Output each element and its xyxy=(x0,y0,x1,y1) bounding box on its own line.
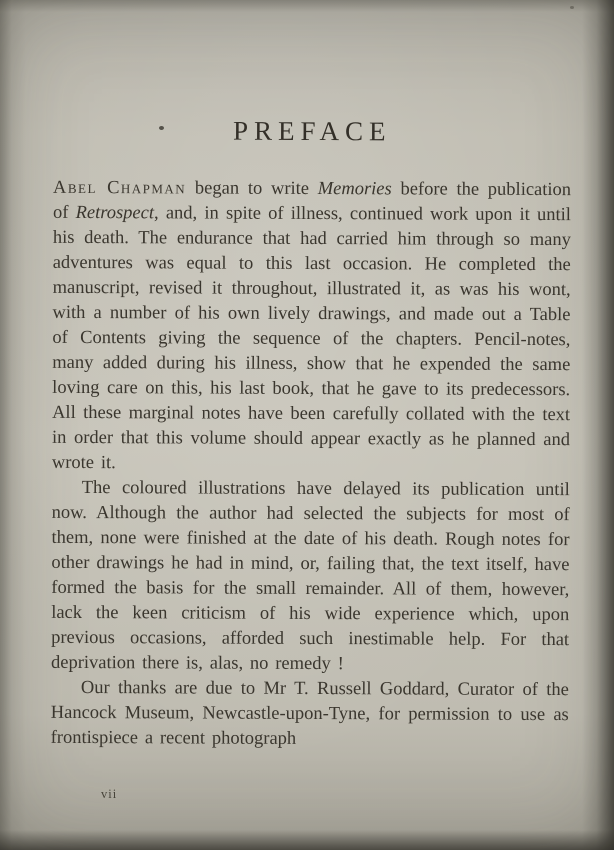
paragraph xyxy=(52,176,571,478)
page-text-block xyxy=(51,115,572,753)
text-run-italic: Retrospect xyxy=(75,202,155,224)
text-run: The coloured illustrations have delayed its publication until now. Although the author had selected the subjects for most of them, none were finished at the date of his death. Rough notes for other drawings he had in mind, or, failing that, the text itself, have formed the basis for the small remainder. All of them, however, lack the keen criticism of his wide experience which, upon previous occasions, afforded such inestimable help. For that deprivation there is, alas, no remedy ! xyxy=(50,478,570,675)
page-edge-right xyxy=(582,0,614,850)
text-run: , and, in spite of illness, continued work upon it until his death. The endurance that had carried him through so many adventures was equal to this last occasion. He completed the manuscript, revised it throughout, illustrated it, as was his wont, with a number of his own lively drawings, and made out a Table of Contents giving the sequence of the chapters. Pencil-notes, many added during his illness, show that he expended the same loving care on this, his last book, that he gave to its predecessors. All these marginal notes have been carefully collated with the text in order that this volume should appear exactly as he planned and wrote it. xyxy=(51,203,572,474)
text-run: began to write xyxy=(186,178,318,200)
page-edge-bottom xyxy=(0,830,614,850)
page-edge-top xyxy=(0,0,614,12)
page-number: vii xyxy=(101,787,118,801)
text-run-italic: Memories xyxy=(317,179,392,200)
page-title: PREFACE xyxy=(232,115,392,147)
text-run: Our thanks are due to Mr T. Russell Goddard, Curator of the Hancock Museum, Newcastle-upon-Tyne, for permission to use as frontispiece a recent photograph xyxy=(50,677,569,749)
page-edge-left xyxy=(0,0,26,850)
paragraph xyxy=(51,476,570,678)
ink-speck xyxy=(570,6,574,9)
paragraph xyxy=(51,676,569,753)
preface-paragraphs xyxy=(51,176,572,753)
text-run: before the publication of xyxy=(52,179,572,223)
text-run-smallcaps: Abel Chapman xyxy=(53,177,187,199)
